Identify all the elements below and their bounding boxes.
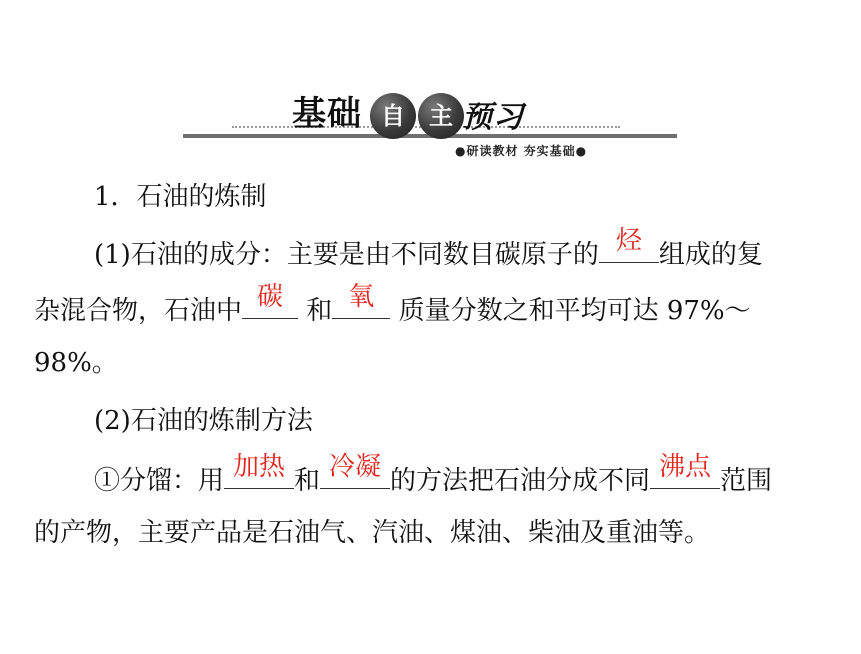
text-run: 质量分数之和平均可达 97%～ — [398, 296, 751, 326]
text-run: 98%。 — [34, 348, 118, 378]
fill-blank — [224, 452, 294, 489]
text-run: 的方法把石油分成不同 — [390, 466, 651, 496]
section-banner — [0, 0, 861, 170]
text-run: (2)石油的炼制方法 — [94, 406, 313, 436]
banner-title-right: 预习 — [462, 100, 524, 135]
text-run: (1)石油的成分：主要是由不同数目碳原子的 — [94, 240, 599, 270]
answer-text: 烃 — [615, 226, 642, 256]
banner-subtitle: ●研读教材 夯实基础● — [455, 144, 588, 158]
text-run: 的产物，主要产品是石油气、汽油、煤油、柴油及重油等。 — [34, 518, 711, 548]
paragraph-line-6 — [34, 516, 710, 550]
paragraph-line-2 — [34, 282, 751, 328]
paragraph-line-3 — [34, 346, 118, 380]
answer-text: 加热 — [233, 452, 286, 482]
paragraph-line-1 — [94, 226, 763, 272]
fill-blank — [332, 282, 390, 319]
text-run: 组成的复 — [658, 240, 763, 270]
section-heading-text: 1．石油的炼制 — [94, 182, 267, 212]
banner-circle-1: 自 — [370, 93, 416, 139]
paragraph-line-4 — [94, 404, 313, 438]
fill-blank — [320, 452, 390, 489]
answer-text: 沸点 — [659, 452, 712, 482]
fill-blank — [242, 282, 298, 319]
paragraph-line-5 — [94, 452, 773, 498]
fill-blank — [599, 226, 659, 263]
text-run: 和 — [294, 466, 321, 496]
banner-title-left: 基础 — [292, 94, 362, 134]
text-run: ①分馏：用 — [94, 466, 225, 496]
text-run: 杂混合物，石油中 — [34, 296, 243, 326]
answer-text: 冷凝 — [329, 452, 382, 482]
section-heading — [94, 180, 267, 214]
fill-blank — [650, 452, 720, 489]
text-run: 范围 — [720, 466, 773, 496]
text-run: 和 — [306, 296, 333, 326]
answer-text: 碳 — [257, 282, 284, 312]
answer-text: 氧 — [348, 282, 375, 312]
banner-circle-2: 主 — [418, 93, 464, 139]
